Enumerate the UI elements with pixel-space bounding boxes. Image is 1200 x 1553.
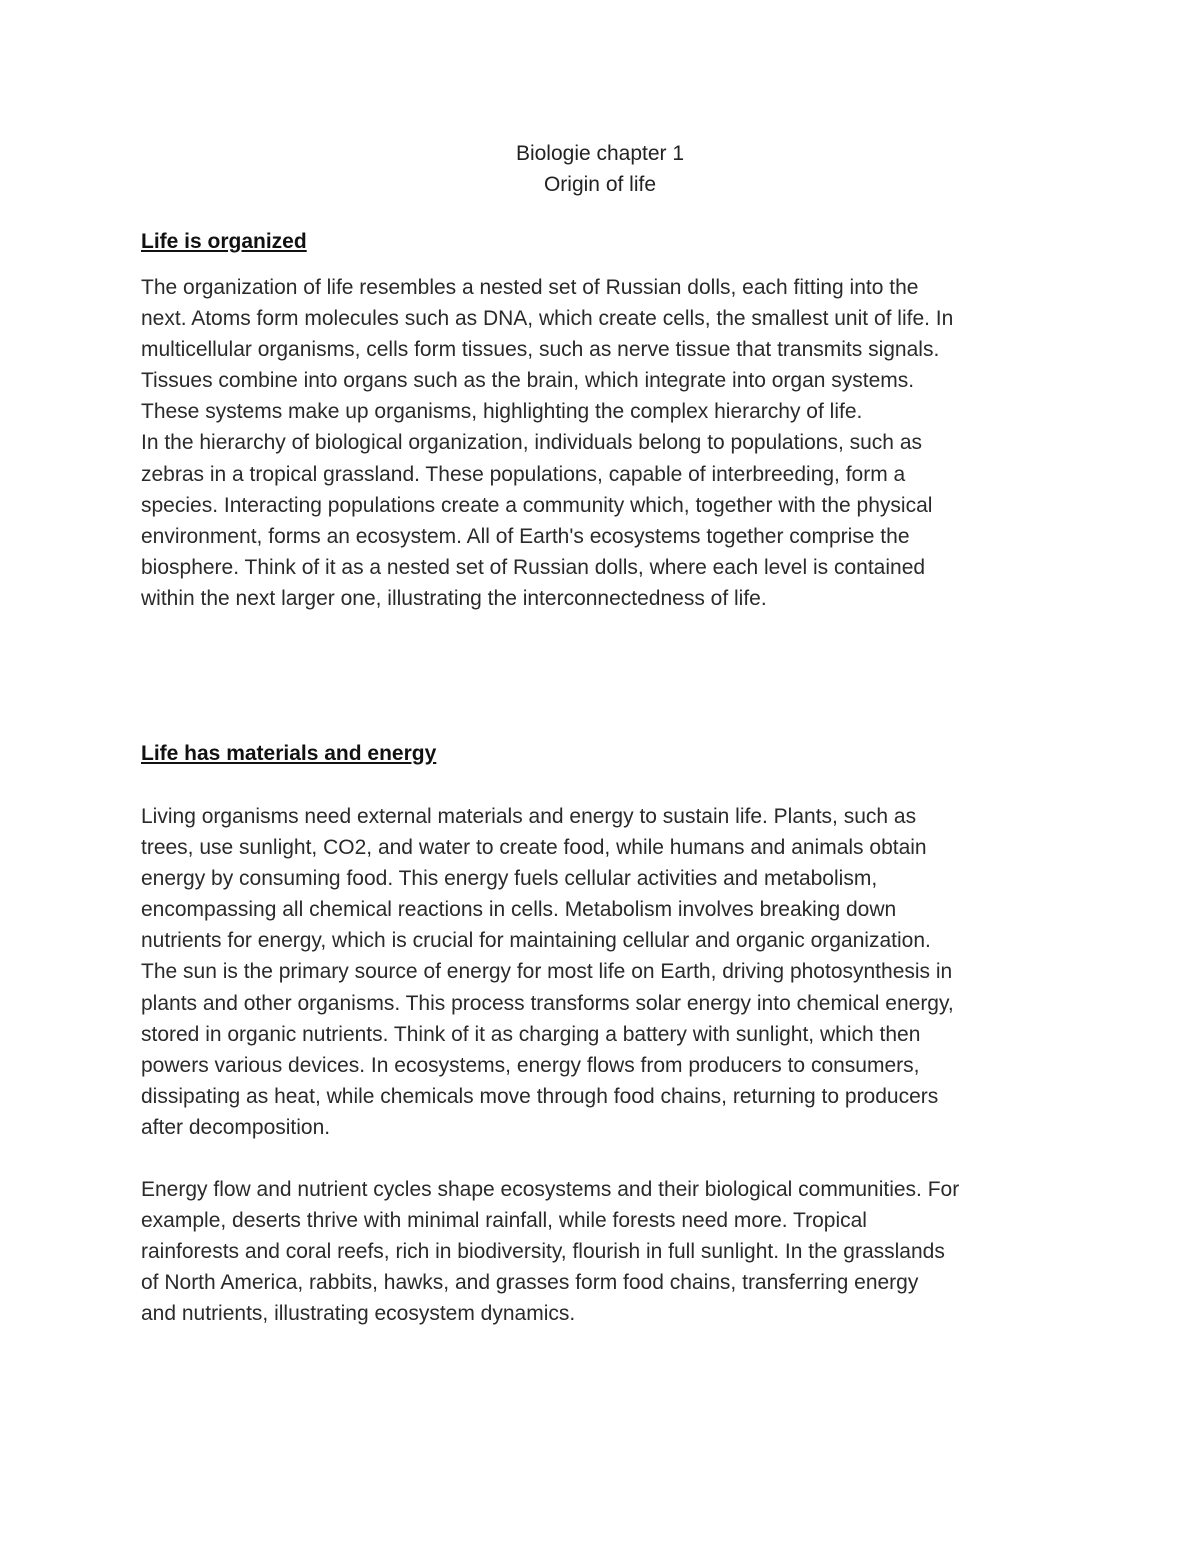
section-paragraph: Living organisms need external materials and energy to sustain life. Plants, such as trees, use sunlight, CO2, and water to create food, while humans and animals obtain energy by consuming food. This energy fuels cellular activities and metabolism, encompassing all chemical reactions in cells. Metabolism involves breaking down nutrients for energy, which is crucial for maintaining cellular and organic organization. The sun is the primary source of energy for most life on Earth, driving photosynthesis in plants and other organisms. This process transforms solar energy into chemical energy, stored in organic nutrients. Think of it as charging a battery with sunlight, which then powers various devices. In ecosystems, energy flows from producers to consumers, dissipating as heat, while chemicals move through food chains, returning to producers after decomposition. [141,805,954,1139]
document-subtitle: Origin of life [543,173,657,196]
section-paragraph: Energy flow and nutrient cycles shape ecosystems and their biological communities. For example, deserts thrive with minimal rainfall, while forests need more. Tropical rainforests and coral reefs, rich in biodiversity, flourish in full sunlight. In the grasslands of North America, rabbits, hawks, and grasses form food chains, transferring energy and nutrients, illustrating ecosystem dynamics. [141,1178,960,1326]
title-block [0,138,1200,200]
section-heading-life-has-materials-and-energy: Life has materials and energy [141,742,437,765]
document-title: Biologie chapter 1 [515,142,685,165]
section-heading-life-is-organized: Life is organized [141,230,307,253]
section-paragraph: The organization of life resembles a nested set of Russian dolls, each fitting into the next. Atoms form molecules such as DNA, which create cells, the smallest unit of life. In multicellular organisms, cells form tissues, such as nerve tissue that transmits signals. Tissues combine into organs such as the brain, which integrate into organ systems. These systems make up organisms, highlighting the complex hierarchy of life. In the hierarchy of biological organization, individuals belong to populations, such as zebras in a tropical grassland. These populations, capable of interbreeding, form a species. Interacting populations create a community which, together with the physical environment, forms an ecosystem. All of Earth's ecosystems together comprise the biosphere. Think of it as a nested set of Russian dolls, where each level is contained within the next larger one, illustrating the interconnectedness of life. [141,276,954,610]
